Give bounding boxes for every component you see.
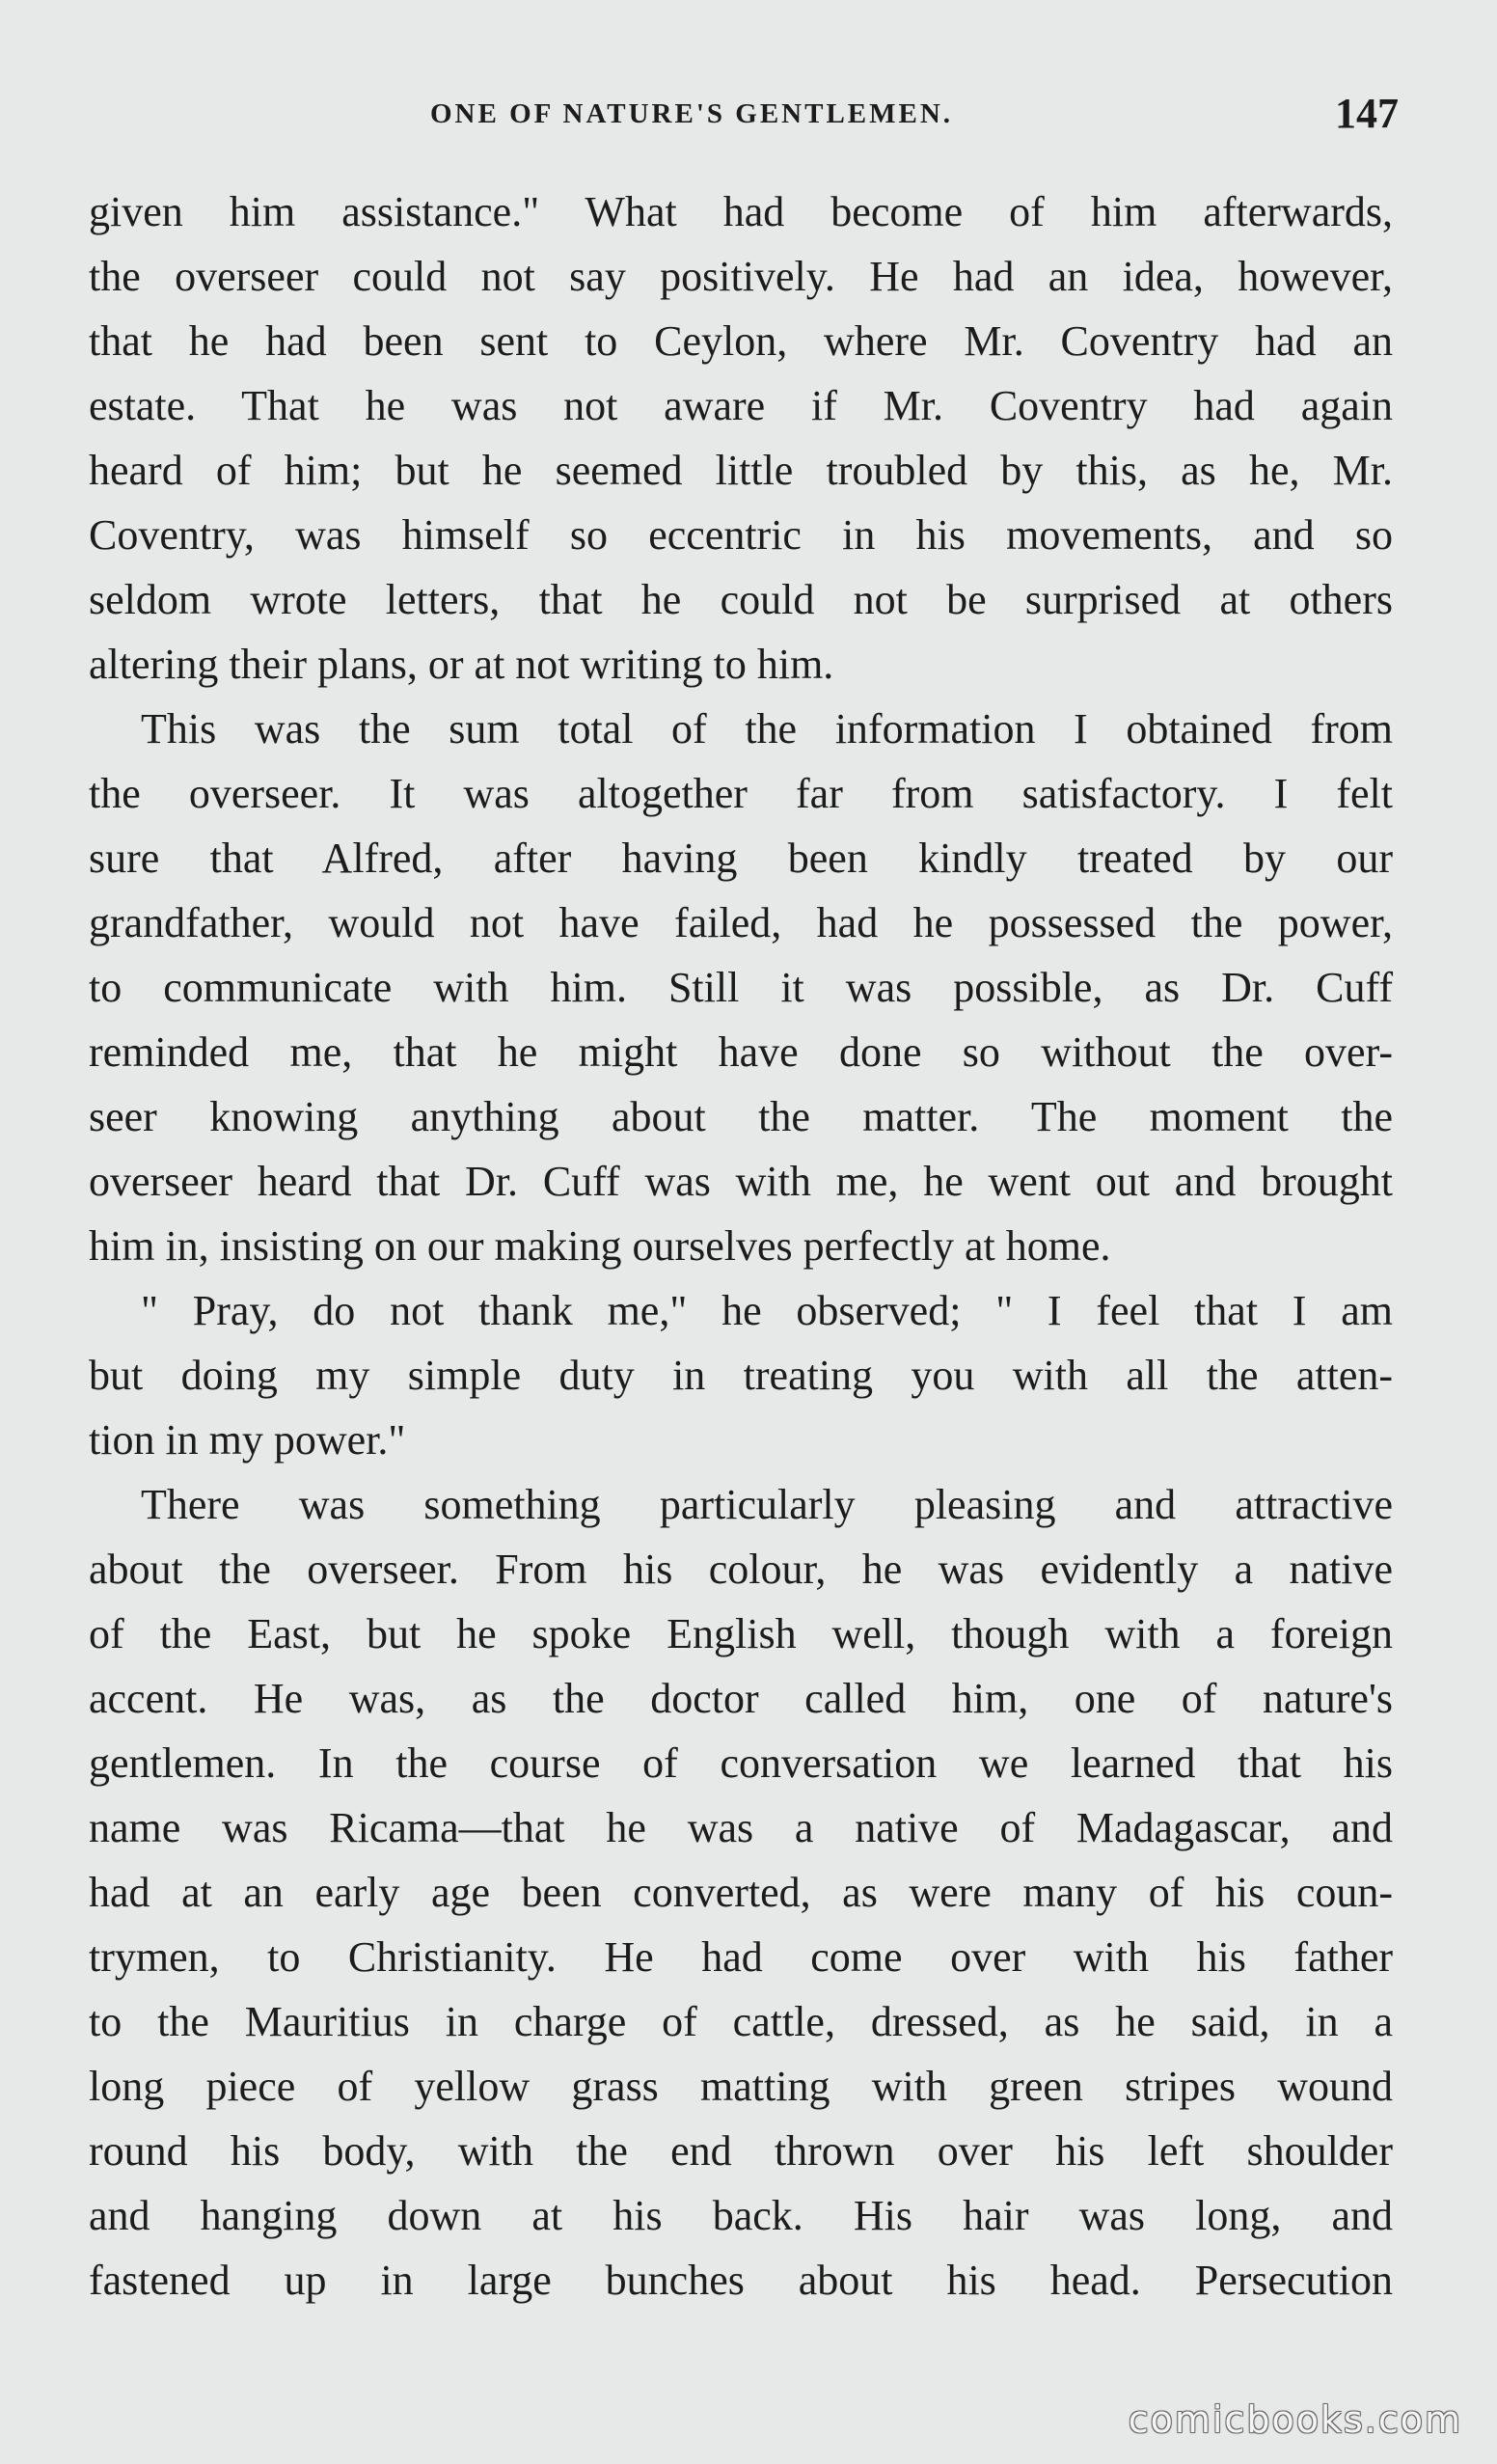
text-line: had at an early age been converted, as were many of his coun- — [89, 1869, 1393, 1916]
text-line: but doing my simple duty in treating you with all the atten- — [89, 1352, 1393, 1399]
page-number: 147 — [1335, 90, 1399, 137]
watermark: comicbooks.com — [1128, 2398, 1462, 2441]
text-line: seldom wrote letters, that he could not be surprised at others — [89, 576, 1393, 623]
text-line: to the Mauritius in charge of cattle, dressed, as he said, in a — [89, 1998, 1393, 2045]
text-line: name was Ricama—that he was a native of Madagascar, and — [89, 1804, 1393, 1851]
text-line: given him assistance." What had become of him afterwards, — [89, 188, 1393, 235]
text-line: altering their plans, or at not writing to him. — [89, 641, 834, 688]
text-line: overseer heard that Dr. Cuff was with me, he went out and brought — [89, 1158, 1393, 1205]
text-line: seer knowing anything about the matter. The moment the — [89, 1093, 1393, 1140]
text-line: round his body, with the end thrown over his left shoulder — [89, 2127, 1393, 2175]
running-head — [87, 89, 1399, 143]
text-line: This was the sum total of the information I obtained from — [141, 705, 1393, 753]
text-line: sure that Alfred, after having been kindly treated by our — [89, 835, 1393, 882]
text-line: tion in my power." — [89, 1416, 406, 1464]
text-line: grandfather, would not have failed, had he possessed the power, — [89, 899, 1393, 946]
text-line: trymen, to Christianity. He had come over with his father — [89, 1933, 1393, 1981]
running-title: ONE OF NATURE'S GENTLEMEN. — [430, 98, 954, 129]
body-text — [89, 179, 1393, 2313]
text-line: that he had been sent to Ceylon, where Mr. Coventry had an — [89, 317, 1393, 365]
text-line: gentlemen. In the course of conversation we learned that his — [89, 1739, 1393, 1787]
text-line: of the East, but he spoke English well, though with a foreign — [89, 1610, 1393, 1657]
text-line: heard of him; but he seemed little troubled by this, as he, Mr. — [89, 447, 1393, 494]
text-line: accent. He was, as the doctor called him, one of nature's — [89, 1675, 1393, 1722]
text-line: fastened up in large bunches about his head. Persecution — [89, 2257, 1393, 2304]
text-line: estate. That he was not aware if Mr. Coventry had again — [89, 382, 1393, 429]
text-line: " Pray, do not thank me," he observed; " I feel that I am — [141, 1287, 1393, 1334]
text-line: to communicate with him. Still it was possible, as Dr. Cuff — [89, 964, 1393, 1011]
text-line: and hanging down at his back. His hair was long, and — [89, 2192, 1393, 2239]
text-line: There was something particularly pleasing and attractive — [141, 1481, 1393, 1528]
text-line: the overseer could not say positively. He had an idea, however, — [89, 253, 1393, 300]
text-line: Coventry, was himself so eccentric in his movements, and so — [89, 511, 1393, 559]
text-line: the overseer. It was altogether far from satisfactory. I felt — [89, 770, 1393, 817]
text-line: about the overseer. From his colour, he was evidently a native — [89, 1546, 1393, 1593]
text-line: reminded me, that he might have done so without the over- — [89, 1028, 1393, 1076]
text-line: long piece of yellow grass matting with green stripes wound — [89, 2063, 1393, 2110]
text-line: him in, insisting on our making ourselves perfectly at home. — [89, 1222, 1111, 1270]
